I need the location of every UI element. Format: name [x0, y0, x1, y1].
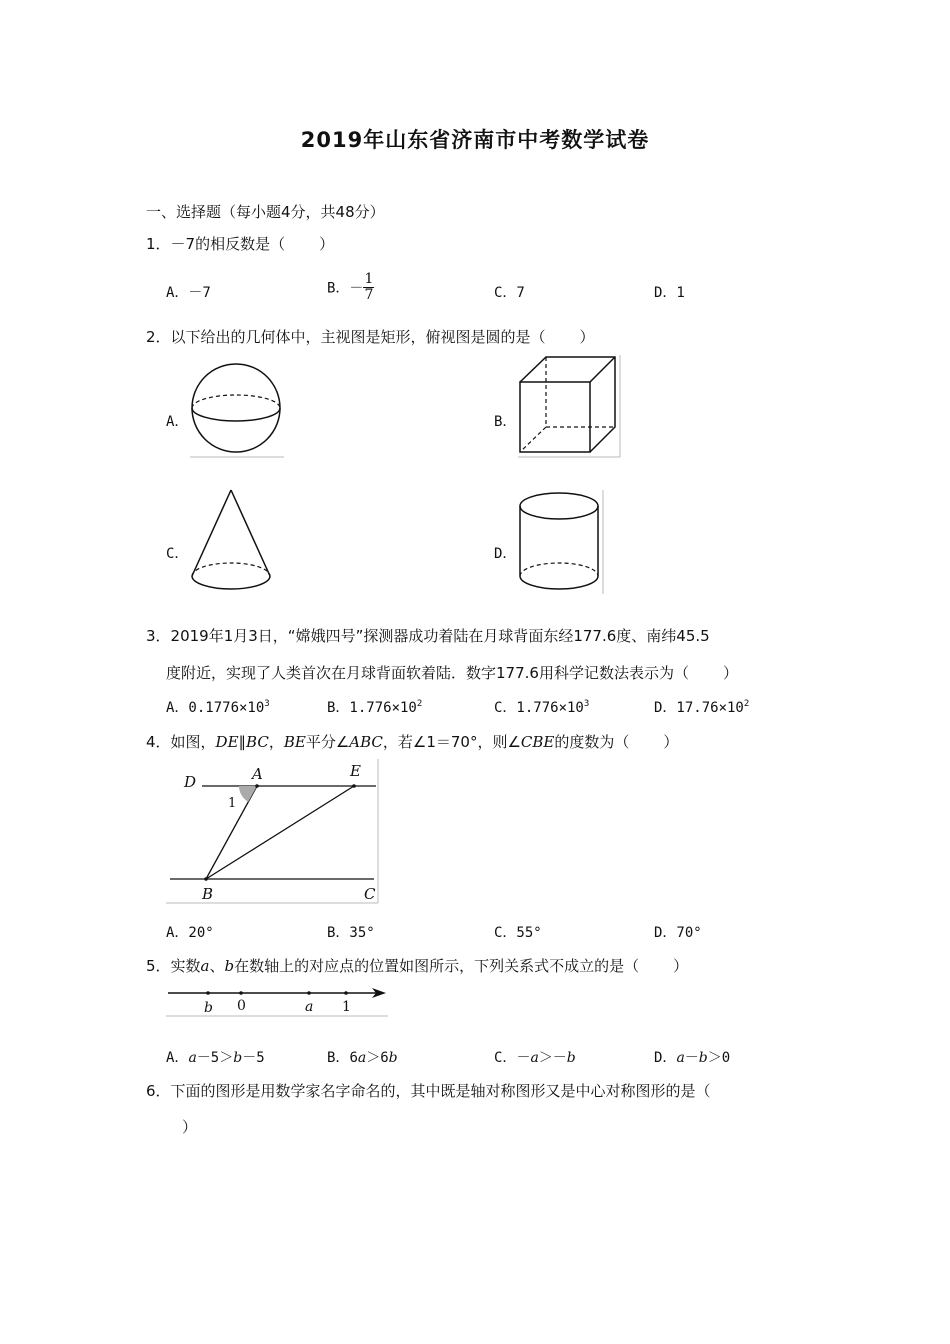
q5-option-c — [494, 1047, 576, 1067]
question-3-line-2 — [166, 662, 738, 683]
q5-sep: 、 — [209, 957, 225, 975]
question-4-stem — [146, 731, 678, 752]
q5-option-d-label: D． — [654, 1050, 677, 1066]
q1-option-c: C．7 — [494, 285, 525, 301]
q2-option-a-label: A． — [166, 414, 189, 430]
label-c: C — [364, 885, 376, 903]
q2-option-c-label: C． — [166, 546, 189, 562]
q4-option-b: B．35° — [327, 925, 375, 941]
q3-option-d — [654, 697, 749, 717]
q4-sep: ， — [268, 733, 284, 751]
q1-fraction-denominator: 7 — [364, 287, 374, 303]
q3-option-b-exponent: 2 — [416, 699, 423, 709]
q4-parallel: ∥ — [238, 733, 247, 751]
q5-option-a-label: A． — [166, 1050, 189, 1066]
axis-label-b: b — [204, 1000, 213, 1016]
section-heading: 一、选择题（每小题4分，共48分） — [146, 203, 385, 221]
q5-option-c-var-a: a — [530, 1050, 539, 1066]
q5-option-a-var-b: b — [233, 1050, 243, 1066]
q3-line-2-text: 度附近，实现了人类首次在月球背面软着陆．数字177.6用科学记数法表示为（ — [166, 664, 689, 682]
q1-option-b-label: B．－ — [327, 280, 364, 297]
q5-b: b — [224, 957, 235, 975]
q2-stem-text: 2．以下给出的几何体中，主视图是矩形，俯视图是圆的是（ — [146, 328, 546, 346]
q4-bc: BC — [246, 733, 269, 751]
q4-be: BE — [283, 733, 306, 751]
q5-option-d — [654, 1047, 730, 1067]
q3-option-d-base: D．17.76×10 — [654, 700, 744, 716]
q5-close: ） — [673, 957, 689, 975]
q5-option-c-var-b: b — [566, 1050, 576, 1066]
q5-option-a-end: －5 — [242, 1050, 265, 1066]
q1-option-b — [327, 272, 374, 303]
number-line-figure — [164, 984, 390, 1018]
label-d: D — [184, 773, 197, 791]
q3-option-a-exponent: 3 — [264, 699, 270, 709]
q4-condition: ，若∠1＝70°，则∠ — [382, 733, 521, 751]
axis-label-a: a — [305, 999, 314, 1015]
question-6-line-1: 6．下面的图形是用数学家名字命名的，其中既是轴对称图形又是中心对称图形的是（ — [146, 1082, 711, 1100]
parallel-lines-figure — [164, 757, 384, 907]
q2-option-d-label: D． — [494, 546, 517, 562]
q4-close: ） — [663, 733, 679, 751]
q4-de: DE — [215, 733, 239, 751]
q5-option-b-var-a: a — [357, 1050, 367, 1066]
q1-stem-text: 1．－7的相反数是（ — [146, 235, 286, 253]
q5-option-c-label: C． — [494, 1050, 517, 1066]
q1-option-a: A．－7 — [166, 285, 211, 301]
q1-option-d: D．1 — [654, 285, 685, 301]
cube-figure — [516, 353, 624, 459]
q1-stem-close: ） — [319, 235, 335, 253]
q3-option-c-exponent: 3 — [583, 699, 590, 709]
q4-cbe: CBE — [520, 733, 555, 751]
q5-option-d-var-b: b — [698, 1050, 708, 1066]
q4-option-a: A．20° — [166, 925, 214, 941]
q5-option-b-label: B． — [327, 1050, 350, 1066]
q3-option-b-base: B．1.776×10 — [327, 700, 417, 716]
q5-option-c-mid: ＞－ — [538, 1050, 567, 1066]
question-6-line-2: ） — [182, 1118, 198, 1136]
axis-label-one: 1 — [342, 999, 351, 1015]
q4-option-c: C．55° — [494, 925, 542, 941]
q5-option-d-end: ＞0 — [707, 1050, 731, 1066]
q3-option-a-base: A．0.1776×10 — [166, 700, 265, 716]
q5-option-b-var-b: b — [388, 1050, 398, 1066]
question-3-line-1: 3．2019年1月3日，“嫦娥四号”探测器成功着陆在月球背面东经177.6度、南纬45.5 — [146, 627, 710, 645]
q5-option-b-pre: 6 — [349, 1050, 358, 1066]
cylinder-figure — [514, 488, 606, 596]
page-title: 2019年山东省济南市中考数学试卷 — [300, 128, 650, 152]
label-angle-1: 1 — [228, 796, 237, 811]
q4-option-d: D．70° — [654, 925, 702, 941]
cone-figure — [188, 486, 274, 594]
q5-option-b-mid: ＞6 — [366, 1050, 389, 1066]
q3-option-c — [494, 697, 589, 717]
question-2-stem — [146, 326, 595, 347]
q1-fraction — [363, 272, 374, 303]
q5-option-d-mid: － — [684, 1050, 699, 1066]
axis-label-zero: 0 — [237, 998, 246, 1014]
label-a: A — [252, 765, 263, 783]
q5-a: a — [200, 957, 210, 975]
q5-option-c-pre: － — [516, 1050, 531, 1066]
q5-option-b — [327, 1047, 398, 1067]
q2-stem-close: ） — [579, 328, 595, 346]
q4-tail: 的度数为（ — [554, 733, 630, 751]
q3-option-c-base: C．1.776×10 — [494, 700, 584, 716]
q5-option-a-mid: －5＞ — [196, 1050, 234, 1066]
q4-prefix: 4．如图， — [146, 733, 216, 751]
q3-option-a — [166, 697, 270, 717]
q3-option-d-exponent: 2 — [743, 699, 750, 709]
question-1-stem — [146, 233, 334, 254]
q4-abc: ABC — [349, 733, 383, 751]
q5-option-d-var-a: a — [676, 1050, 685, 1066]
q5-option-a-var-a: a — [188, 1050, 197, 1066]
q2-option-b-label: B． — [494, 414, 517, 430]
q5-prefix: 5．实数 — [146, 957, 201, 975]
label-e: E — [350, 762, 361, 780]
sphere-figure — [188, 362, 286, 460]
q1-fraction-numerator: 1 — [364, 271, 374, 287]
q5-mid: 在数轴上的对应点的位置如图所示，下列关系式不成立的是（ — [234, 957, 640, 975]
q3-line-2-close: ） — [722, 664, 738, 682]
q5-option-a — [166, 1047, 265, 1067]
label-b: B — [202, 885, 214, 903]
q3-option-b — [327, 697, 422, 717]
question-5-stem — [146, 955, 688, 976]
q4-bisects: 平分∠ — [305, 733, 350, 751]
